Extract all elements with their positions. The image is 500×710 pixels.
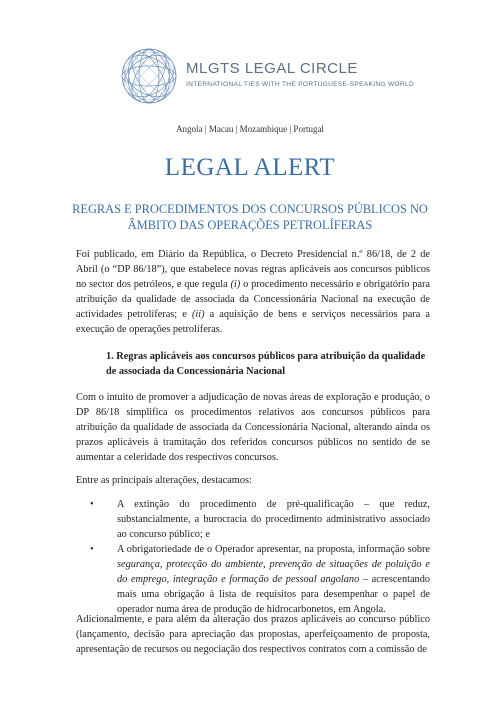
brand-tagline: INTERNATIONAL TIES WITH THE PORTUGUESE-SPEAKING WORLD — [186, 81, 415, 88]
additional-paragraph: Adicionalmente, e para além da alteração dos prazos aplicáveis ao concurso público (lançamento, decisão para apreciação das propostas, aperfeiçoamento de proposta, apresentação de recursos ou negociação dos respectivos contratos com a comissão de — [76, 614, 430, 655]
list-item-text: A extinção do procedimento de pré-qualificação – que reduz, substancialmente, a burocracia do procedimento administrativo associado ao concurso público; e — [117, 499, 430, 540]
list-item-text-end: – acrescentando mais uma obrigação à lista de requisitos para desempenhar o papel de operador numa área de produção de hidrocarbonetos, em Angola. — [117, 574, 430, 615]
globe-arcs-icon — [118, 46, 180, 106]
section-heading-1: 1. Regras aplicáveis aos concursos públicos para atribuição da qualidade de associada da Concessionária Nacional — [106, 351, 426, 377]
list-item-italic: segurança, protecção do ambiente, prevenção de situações de poluição e do emprego, integração e formação de pessoal angolano — [117, 559, 430, 585]
mlgts-logo — [118, 46, 415, 106]
list-item-text: A obrigatoriedade de o Operador apresentar, na proposta, informação sobre — [117, 544, 430, 555]
list-item — [76, 497, 430, 542]
document-title: LEGAL ALERT — [164, 154, 336, 181]
intro-text-2: o procedimento necessário e obrigatório para atribuição da qualidade de associada da Concessionária Nacional na execução de actividades petrolíferas; e — [76, 279, 430, 320]
intro-paragraph — [76, 247, 430, 337]
highlights-intro: Entre as principais alterações, destacamos: — [76, 475, 252, 486]
countries-line: Angola | Macau | Mozambique | Portugal — [176, 124, 324, 134]
highlights-list — [76, 497, 430, 617]
list-item — [76, 542, 430, 617]
document-subtitle: REGRAS E PROCEDIMENTOS DOS CONCURSOS PÚBLICOS NO ÂMBITO DAS OPERAÇÕES PETROLÍFERAS — [72, 202, 428, 232]
bullet-icon: • — [90, 544, 94, 555]
intro-marker-ii: (ii) — [191, 309, 205, 320]
intro-text-3: a aquisição de bens e serviços necessários para a execução de operações petrolíferas. — [76, 309, 430, 335]
bullet-icon: • — [90, 499, 94, 510]
intro-text-1: Foi publicado, em Diário da República, o Decreto Presidencial n.º 86/18, de 2 de Abril (o “DP 86/18”), que estabelece novas regras aplicáveis aos concursos públicos no sector dos petróleos, e que regula — [76, 249, 430, 290]
section-paragraph-1: Com o intuito de promover a adjudicação de novas áreas de exploração e produção, o DP 86/18 simplifica os procedimentos relativos aos concursos públicos para atribuição da qualidade de associada da Concessionária Nacional, alterando ainda os prazos aplicáveis à tramitação dos referidos concursos públicos no sentido de se aumentar a celeridade dos respectivos concursos. — [76, 392, 430, 463]
brand-name: MLGTS LEGAL CIRCLE — [186, 60, 358, 77]
intro-marker-i: (i) — [230, 279, 241, 290]
